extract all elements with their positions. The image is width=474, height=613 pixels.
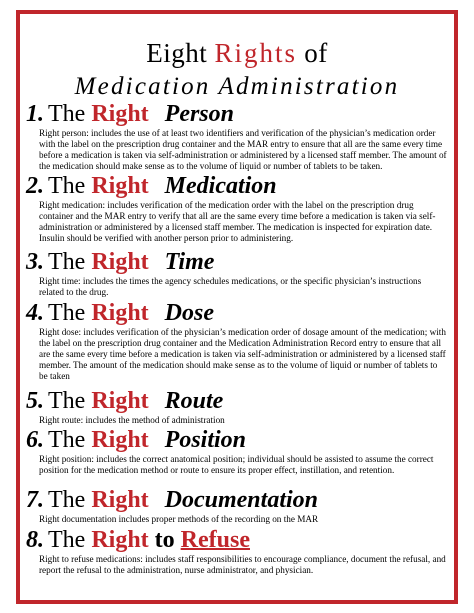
item-the: The (48, 300, 86, 326)
item-number: 5. (26, 388, 44, 414)
page-frame (16, 10, 458, 604)
title-word-eight: Eight (146, 38, 208, 68)
item-topic: Route (164, 388, 224, 414)
item-number: 2. (26, 173, 44, 199)
item-number: 1. (26, 101, 44, 127)
item-heading (26, 488, 448, 512)
item-right-word: Right (91, 101, 149, 127)
item-topic: Time (164, 249, 215, 275)
right-item-position (26, 428, 448, 476)
item-topic: Person (164, 101, 234, 127)
item-the: The (48, 173, 86, 199)
right-item-time (26, 250, 448, 298)
item-the: The (48, 487, 86, 513)
item-description: Right position: includes the correct anatomical position; individual should be assisted to assume the correct position for the medication method or route to ensure its proper effect, instillation, and retention. (39, 454, 434, 475)
item-topic: Medication (164, 173, 277, 199)
item-description: Right route: includes the method of administration (39, 415, 225, 425)
item-topic: Documentation (164, 487, 319, 513)
item-number: 3. (26, 249, 44, 275)
item-number: 7. (26, 487, 44, 513)
item-description: Right dose: includes verification of the physician’s medication order of dosage amount of the medication; with the label on the prescription drug container and the Medication Administration Record entry to ensure that all are the same every time before a medication is taken via self-administration or administered by a licensed staff member. The amount of the medication should make sense as to the volume of liquid or number of tablets to be taken (39, 327, 446, 381)
item-topic: Dose (164, 300, 214, 326)
item-right-word: Right (91, 487, 149, 513)
item-heading (26, 428, 448, 452)
item-right-word: Right (91, 527, 149, 553)
item-the: The (48, 249, 86, 275)
item-heading (26, 250, 448, 274)
item-right-word: Right (91, 388, 149, 414)
page-title (20, 40, 454, 67)
item-description: Right to refuse medications: includes staff responsibilities to encourage compliance, document the refusal, and report the refusal to the administration, nurse administrator, and physician. (39, 554, 446, 575)
item-number: 8. (26, 527, 44, 553)
right-item-medication (26, 174, 448, 244)
item-to-word: to (154, 527, 175, 553)
right-item-refuse (26, 528, 448, 576)
item-the: The (48, 101, 86, 127)
item-heading (26, 301, 448, 325)
item-right-word: Right (91, 300, 149, 326)
title-word-rights: Rights (214, 38, 298, 68)
right-item-documentation (26, 488, 448, 525)
item-description: Right medication: includes verification of the medication order with the label on the prescription drug container and the MAR entry to verify that all are the same every time before a medication is taken via self-administration or administered by a licensed staff member. The medication is inspected for expiration date. Insulin should be verified with another person prior to administering. (39, 200, 436, 243)
item-heading (26, 102, 448, 126)
item-topic: Position (164, 427, 247, 453)
item-description: Right person: includes the use of at least two identifiers and verification of the physician’s medication order with the label on the prescription drug container and the MAR entry to ensure that all are the same every time before a medication is taken via self-administration or administered by a licensed staff member. The amount of the medication should make sense as to the volume of liquid or number of tablets to be taken. (39, 128, 447, 171)
item-heading (26, 528, 448, 552)
item-right-word: Right (91, 173, 149, 199)
item-heading (26, 174, 448, 198)
right-item-dose (26, 301, 448, 382)
item-right-word: Right (91, 427, 149, 453)
item-heading (26, 389, 448, 413)
item-right-word: Right (91, 249, 149, 275)
item-the: The (48, 388, 86, 414)
item-the: The (48, 427, 86, 453)
item-number: 6. (26, 427, 44, 453)
title-word-of: of (304, 38, 328, 68)
item-description: Right documentation includes proper methods of the recording on the MAR (39, 514, 319, 524)
page-subtitle: Medication Administration (74, 73, 400, 100)
right-item-person (26, 102, 448, 172)
right-item-route (26, 389, 448, 426)
item-topic: Refuse (180, 527, 250, 553)
item-the: The (48, 527, 86, 553)
item-description: Right time: includes the times the agency schedules medications, or the specific physician’s instructions related to the drug. (39, 276, 422, 297)
item-number: 4. (26, 300, 44, 326)
